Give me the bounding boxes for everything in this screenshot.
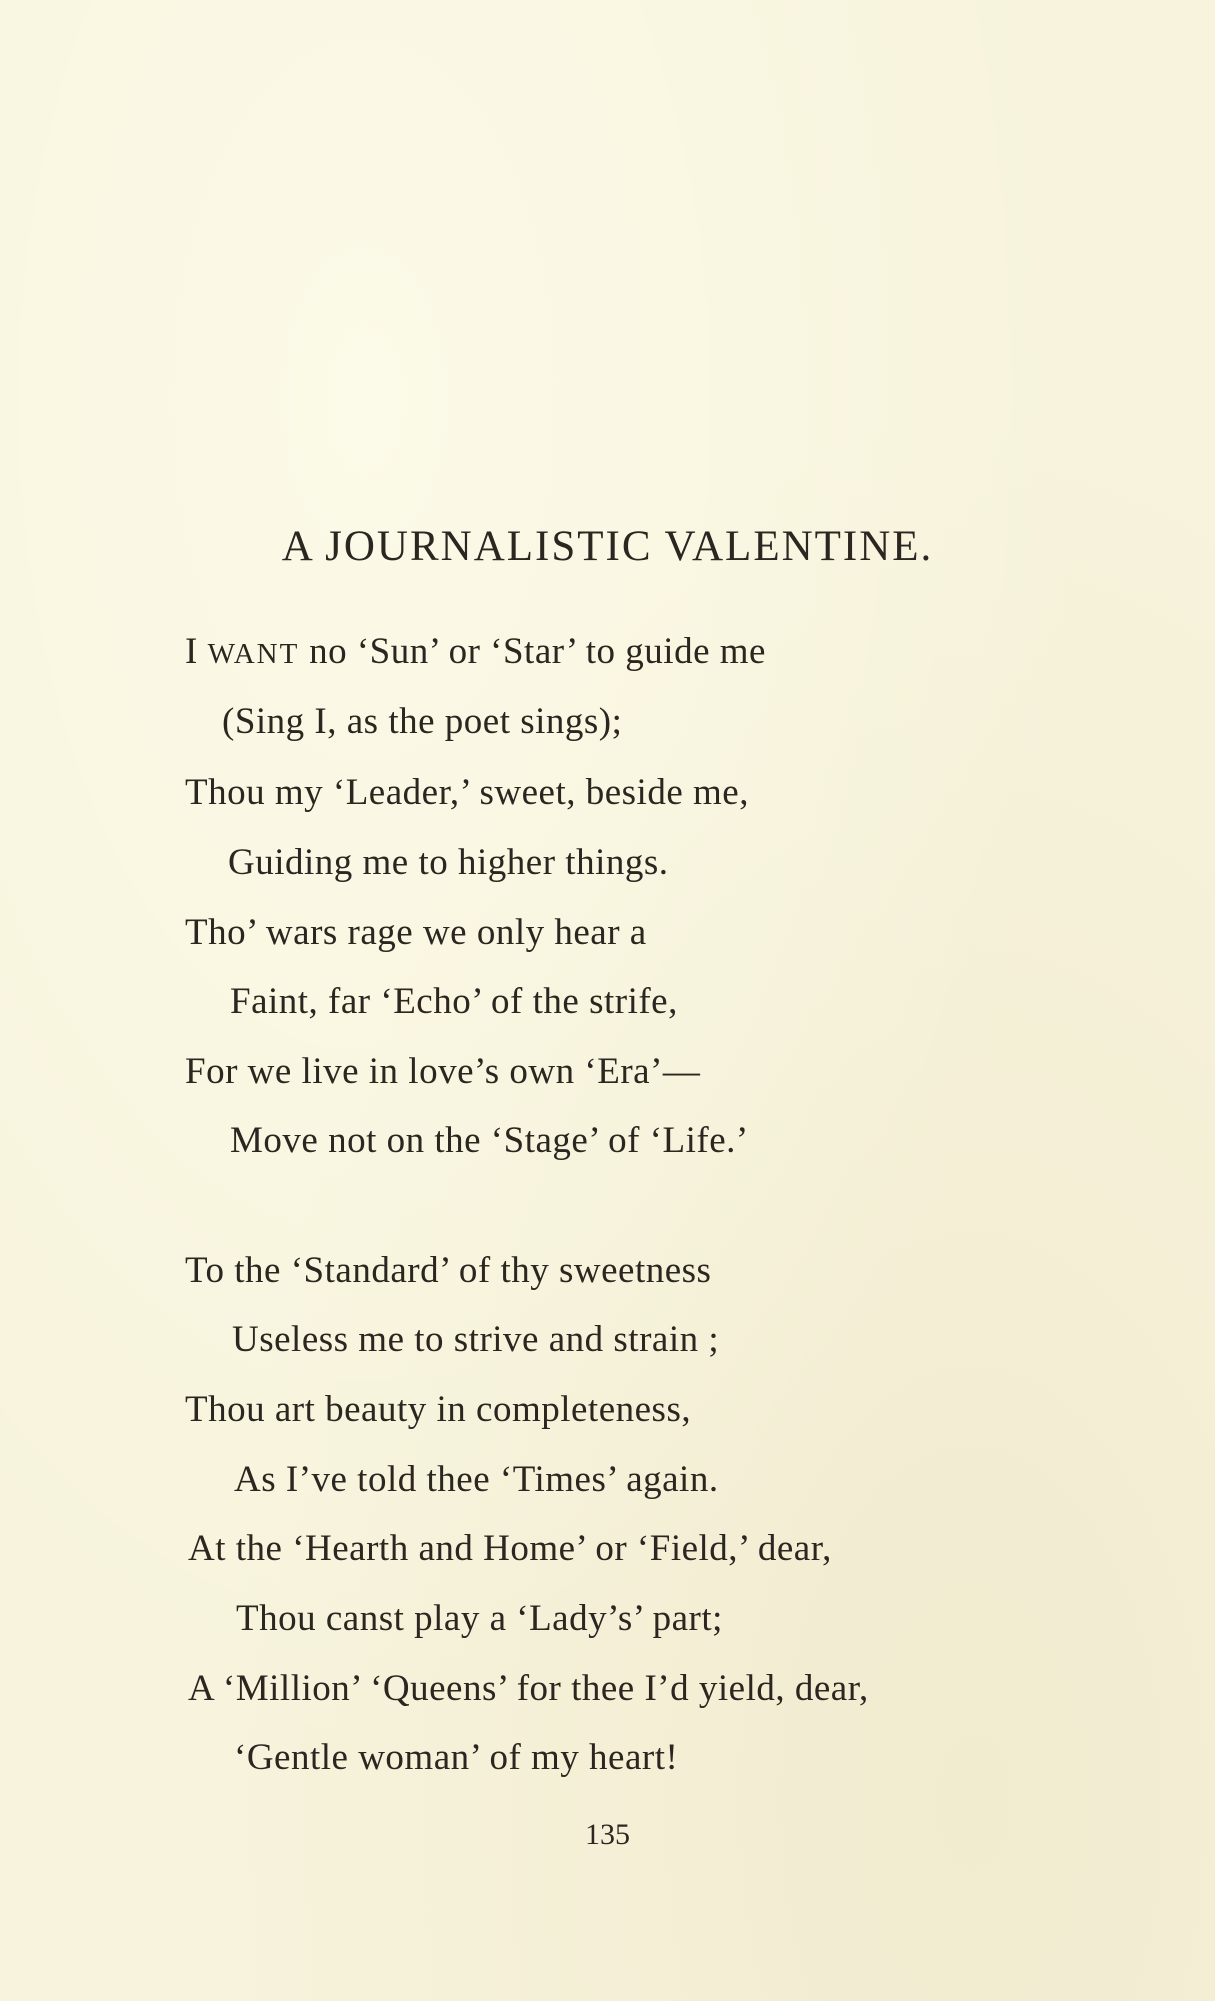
- stanza2-line2: Useless me to strive and strain ;: [232, 1319, 720, 1360]
- stanza1-line3: Thou my ‘Leader,’ sweet, beside me,: [185, 772, 749, 813]
- stanza1-line8: Move not on the ‘Stage’ of ‘Life.’: [230, 1120, 749, 1161]
- first-word: I: [185, 631, 198, 672]
- stanza2-line4: As I’ve told thee ‘Times’ again.: [234, 1459, 719, 1500]
- stanza1-line6: Faint, far ‘Echo’ of the strife,: [230, 981, 678, 1022]
- stanza1-line2: (Sing I, as the poet sings);: [222, 701, 623, 742]
- stanza1-line7: For we live in love’s own ‘Era’—: [185, 1051, 701, 1092]
- page-number: 135: [585, 1818, 630, 1851]
- stanza1-line1: [185, 630, 766, 673]
- stanza2-line5: At the ‘Hearth and Home’ or ‘Field,’ dear,: [188, 1528, 832, 1569]
- stanza2-line3: Thou art beauty in completeness,: [185, 1389, 692, 1430]
- stanza1-line4: Guiding me to higher things.: [228, 842, 669, 883]
- stanza2-line7: A ‘Million’ ‘Queens’ for thee I’d yield, dear,: [188, 1668, 869, 1709]
- stanza1-line5: Tho’ wars rage we only hear a: [185, 912, 647, 953]
- small-caps-word: WANT: [207, 638, 300, 670]
- poem-title: A JOURNALISTIC VALENTINE.: [281, 523, 934, 570]
- line-rest: no ‘Sun’ or ‘Star’ to guide me: [309, 631, 766, 672]
- stanza2-line1: To the ‘Standard’ of thy sweetness: [185, 1250, 712, 1291]
- stanza2-line6: Thou canst play a ‘Lady’s’ part;: [236, 1598, 723, 1639]
- stanza2-line8: ‘Gentle woman’ of my heart!: [234, 1737, 679, 1778]
